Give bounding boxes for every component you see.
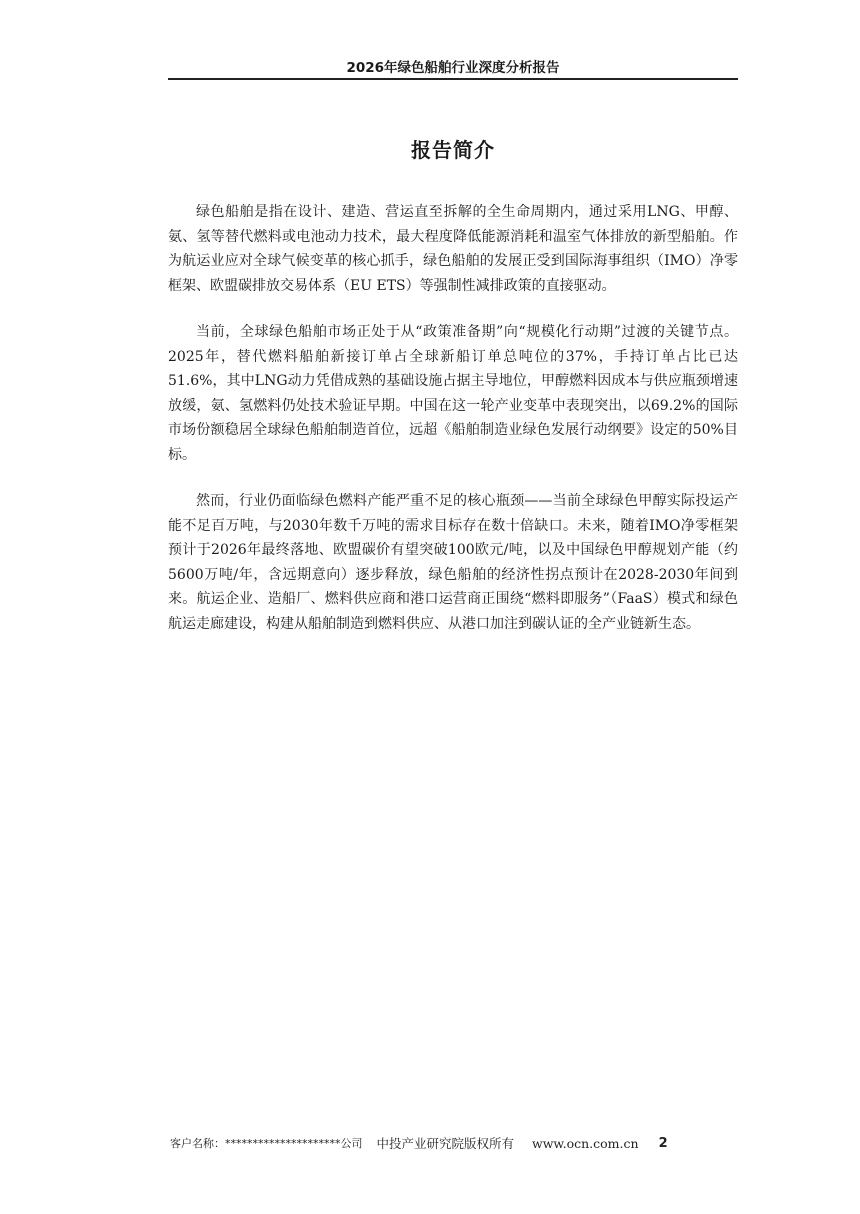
footer-copyright: 中投产业研究院版权所有 xyxy=(376,1136,515,1151)
report-title: 2026年绿色船舶行业深度分析报告 xyxy=(346,60,560,76)
section-title: 报告简介 xyxy=(411,138,495,162)
paragraph-outlook: 然而，行业仍面临绿色燃料产能严重不足的核心瓶颈——当前全球绿色甲醇实际投运产能不足百万吨，与2030年数千万吨的需求目标存在数十倍缺口。未来，随着IMO净零框架预计于2026年最终落地、欧盟碳价有望突破100欧元/吨，以及中国绿色甲醇规划产能（约5600万吨/年，含远期意向）逐步释放，绿色船舶的经济性拐点预计在2028-2030年间到来。航运企业、造船厂、燃料供应商和港口运营商正围绕“燃料即服务”（FaaS）模式和绿色航运走廊建设，构建从船舶制造到燃料供应、从港口加注到碳认证的全产业链新生态。 xyxy=(168,493,738,632)
footer-website-link[interactable]: www.ocn.com.cn xyxy=(532,1135,639,1151)
paragraph-definition: 绿色船舶是指在设计、建造、营运直至拆解的全生命周期内，通过采用LNG、甲醇、氨、氢等替代燃料或电池动力技术，最大程度降低能源消耗和温室气体排放的新型船舶。作为航运业应对全球气候变革的核心抓手，绿色船舶的发展正受到国际海事组织（IMO）净零框架、欧盟碳排放交易体系（EU ETS）等强制性减排政策的直接驱动。 xyxy=(168,204,738,294)
footer-client-name: 客户名称：*********************公司 xyxy=(170,1137,363,1150)
page-header xyxy=(168,58,738,80)
page-footer xyxy=(170,1133,740,1153)
paragraph-market-status: 当前，全球绿色船舶市场正处于从“政策准备期”向“规模化行动期”过渡的关键节点。2025年，替代燃料船舶新接订单占全球新船订单总吨位的37%，手持订单占比已达51.6%，其中LNG动力凭借成熟的基础设施占据主导地位，甲醇燃料因成本与供应瓶颈增速放缓，氨、氢燃料仍处技术验证早期。中国在这一轮产业变革中表现突出，以69.2%的国际市场份额稳居全球绿色船舶制造首位，远超《船舶制造业绿色发展行动纲要》设定的50%目标。 xyxy=(168,324,738,463)
report-body xyxy=(168,200,738,658)
page-number: 2 xyxy=(658,1135,668,1151)
